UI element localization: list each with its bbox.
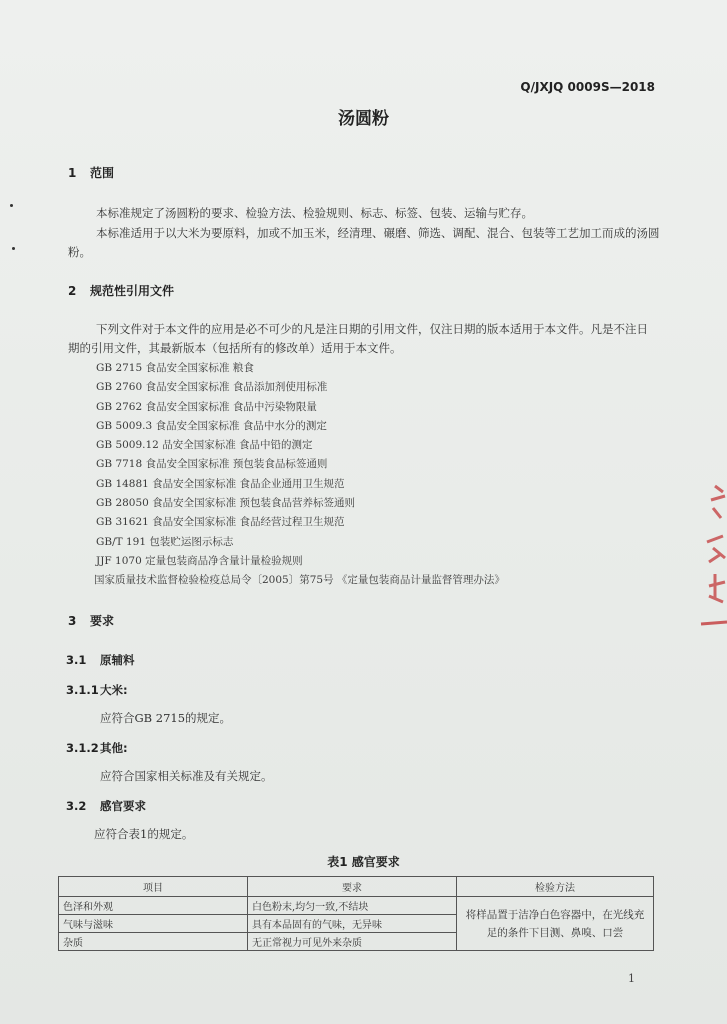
section-title: 规范性引用文件 [90,284,175,298]
section-number: 3.1.1 [66,683,99,697]
section-3-2-heading [66,798,146,814]
section-title: 大米: [100,683,128,697]
section-number: 2 [68,284,77,298]
reference-item: GB 5009.3 食品安全国家标准 食品中水分的测定 [96,419,327,432]
section-title: 感官要求 [100,799,146,813]
sensory-requirement-text: 应符合表1的规定。 [94,827,194,841]
item-cell: 杂质 [59,933,248,951]
reference-item: GB 5009.12 品安全国家标准 食品中铅的测定 [96,439,313,452]
margin-speck [10,204,13,207]
reference-item: GB 2760 食品安全国家标准 食品添加剂使用标准 [96,381,328,394]
sensory-requirements-table [58,876,654,951]
document-title: 汤圆粉 [338,109,389,129]
red-seal-stamp [697,478,727,628]
section-number: 3.1 [66,653,87,667]
table-row [59,897,654,915]
reference-item: GB 28050 食品安全国家标准 预包装食品营养标签通则 [96,497,356,510]
section-number: 3.2 [66,799,87,813]
scope-paragraph-1: 本标准规定了汤圆粉的要求、检验方法、检验规则、标志、标签、包装、运输与贮存。 [96,206,533,220]
section-3-1-2-heading [66,740,128,756]
other-requirement-text: 应符合国家相关标准及有关规定。 [100,769,273,783]
section-2-heading [68,282,174,299]
references-intro: 下列文件对于本文件的应用是必不可少的凡是注日期的引用文件，仅注日期的版本适用于本文件。凡是不注日期的引用文件，其最新版本（包括所有的修改单）适用于本文件。 [68,322,648,355]
standard-code: Q/JXJQ 0009S—2018 [520,80,655,94]
section-3-1-heading [66,652,135,668]
reference-item: GB 2715 食品安全国家标准 粮食 [96,362,254,374]
section-3-heading [68,612,114,629]
reference-item: GB 7718 食品安全国家标准 预包装食品标签通则 [96,458,328,471]
requirement-cell: 无正常视力可见外来杂质 [248,933,457,951]
page-number: 1 [628,972,635,985]
section-title: 范围 [90,166,115,180]
section-1-heading [68,164,114,181]
column-header: 项目 [59,877,248,897]
table-header-row [59,877,654,897]
section-title: 要求 [90,614,115,628]
reference-item: GB 2762 食品安全国家标准 食品中污染物限量 [96,400,317,413]
margin-speck [12,247,15,250]
reference-list [96,359,656,591]
item-cell: 色泽和外观 [59,897,248,915]
section-3-1-1-heading [66,682,128,698]
rice-requirement-text: 应符合GB 2715的规定。 [100,711,232,725]
section-number: 1 [68,166,77,180]
reference-item: 国家质量技术监督检验检疫总局令〔2005〕第75号 《定量包装商品计量监督管理办法》 [94,574,505,587]
reference-item: GB/T 191 包装贮运图示标志 [96,535,234,548]
section-title: 原辅料 [100,653,135,667]
section-number: 3.1.2 [66,741,99,755]
section-number: 3 [68,614,77,628]
column-header: 检验方法 [457,877,654,897]
reference-item: GB 31621 食品安全国家标准 食品经营过程卫生规范 [96,516,345,529]
column-header: 要求 [248,877,457,897]
scope-paragraph-2: 本标准适用于以大米为要原料，加或不加玉米，经清理、碾磨、筛选、调配、混合、包装等工艺加工而成的汤圆粉。 [68,226,660,259]
requirement-cell: 白色粉末,均匀一致,不结块 [248,897,457,915]
method-cell: 将样品置于洁净白色容器中，在光线充足的条件下目测、鼻嗅、口尝 [457,897,654,951]
requirement-cell: 具有本品固有的气味，无异味 [248,915,457,933]
reference-item: JJF 1070 定量包装商品净含量计量检验规则 [96,554,303,567]
table-caption: 表1 感官要求 [327,855,400,869]
item-cell: 气味与滋味 [59,915,248,933]
section-title: 其他: [100,741,128,755]
reference-item: GB 14881 食品安全国家标准 食品企业通用卫生规范 [96,477,345,490]
